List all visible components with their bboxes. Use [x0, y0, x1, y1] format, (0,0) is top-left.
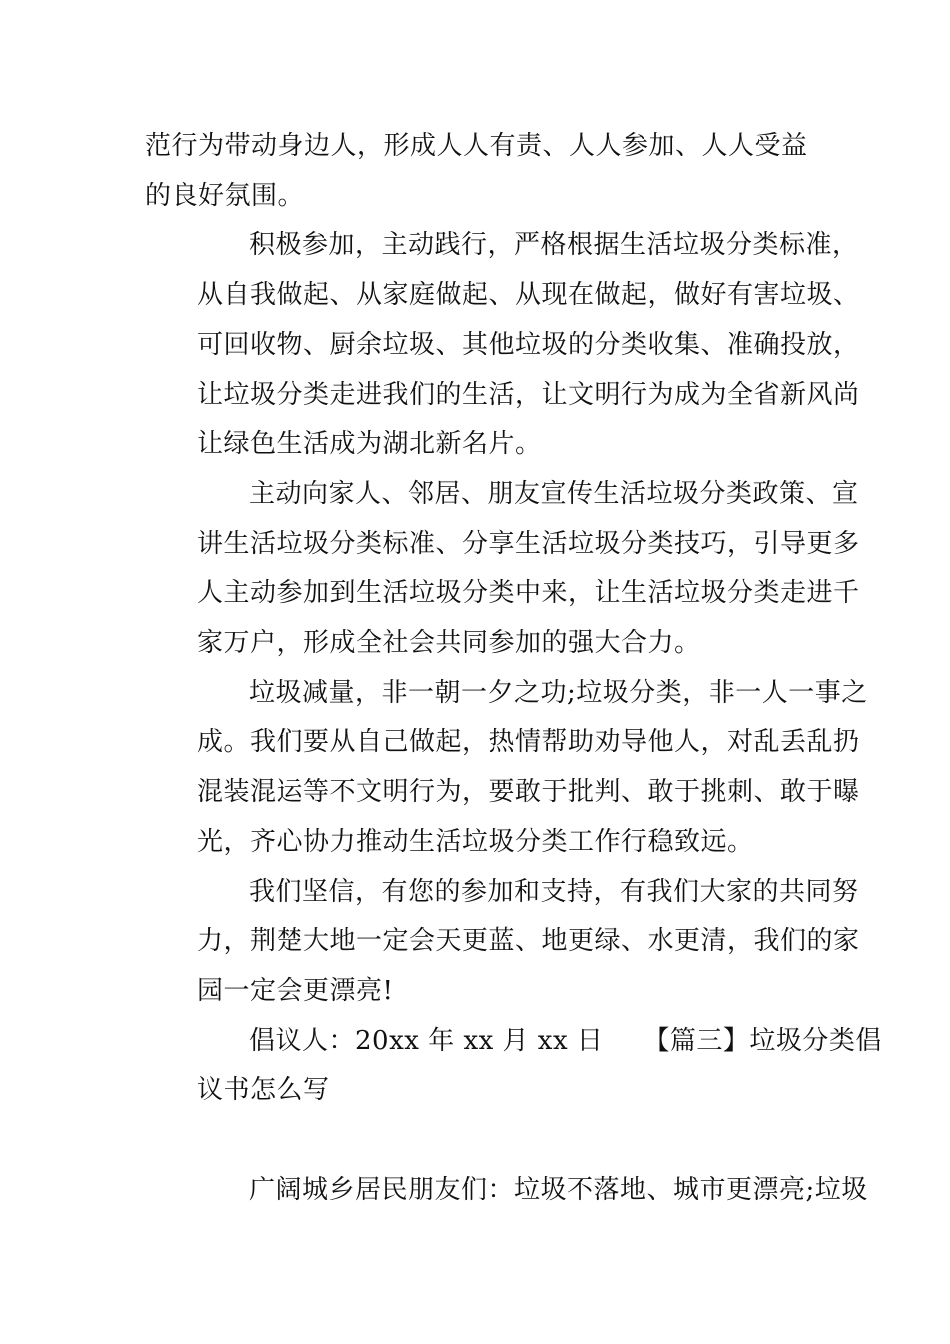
document-body — [145, 122, 882, 1215]
paragraph-6 — [145, 1017, 882, 1116]
paragraph-2 — [145, 221, 860, 470]
text-line: 我们坚信，有您的参加和支持，有我们大家的共同努 — [249, 876, 859, 907]
text-line: 主动向家人、邻居、朋友宣传生活垃圾分类政策、宣 — [249, 478, 859, 509]
text-line: 垃圾减量，非一朝一夕之功;垃圾分类，非一人一事之 — [249, 677, 868, 708]
text-line: 园一定会更漂亮! — [197, 975, 394, 1006]
text-line: 可回收物、厨余垃圾、其他垃圾的分类收集、准确投放， — [197, 329, 860, 360]
text-line: 让绿色生活成为湖北新名片。 — [197, 429, 542, 460]
text-line: 让垃圾分类走进我们的生活，让文明行为成为全省新风尚 — [197, 379, 860, 410]
blank-line — [145, 1116, 810, 1166]
text-line: 家万户，形成全社会共同参加的强大合力。 — [197, 628, 701, 659]
text-line: 的良好氛围。 — [145, 180, 305, 211]
paragraph-5 — [145, 868, 860, 1017]
text-line: 光，齐心协力推动生活垃圾分类工作行稳致远。 — [197, 826, 754, 857]
paragraph-3 — [145, 470, 860, 669]
text-line: 讲生活垃圾分类标准、分享生活垃圾分类技巧，引导更多 — [197, 528, 860, 559]
text-line: 人主动参加到生活垃圾分类中来，让生活垃圾分类走进千 — [197, 578, 860, 609]
paragraph-7 — [145, 1166, 868, 1216]
text-line: 成。我们要从自己做起，热情帮助劝导他人，对乱丢乱扔 — [197, 727, 860, 758]
text-line: 范行为带动身边人，形成人人有责、人人参加、人人受益 — [145, 131, 808, 161]
text-line: 混装混运等不文明行为，要敢于批判、敢于挑刺、敢于曝 — [197, 777, 860, 808]
text-line: 广阔城乡居民朋友们：垃圾不落地、城市更漂亮;垃圾 — [249, 1174, 868, 1205]
text-line: 积极参加，主动践行，严格根据生活垃圾分类标准， — [249, 230, 859, 261]
text-line: 力，荆楚大地一定会天更蓝、地更绿、水更清，我们的家 — [197, 926, 860, 957]
paragraph-1 — [145, 122, 810, 221]
paragraph-4 — [145, 669, 868, 868]
text-line: 议书怎么写 — [197, 1075, 330, 1106]
text-line: 倡议人：20xx 年 xx 月 xx 日 【篇三】垃圾分类倡 — [249, 1025, 882, 1056]
text-line: 从自我做起、从家庭做起、从现在做起，做好有害垃圾、 — [197, 280, 860, 311]
